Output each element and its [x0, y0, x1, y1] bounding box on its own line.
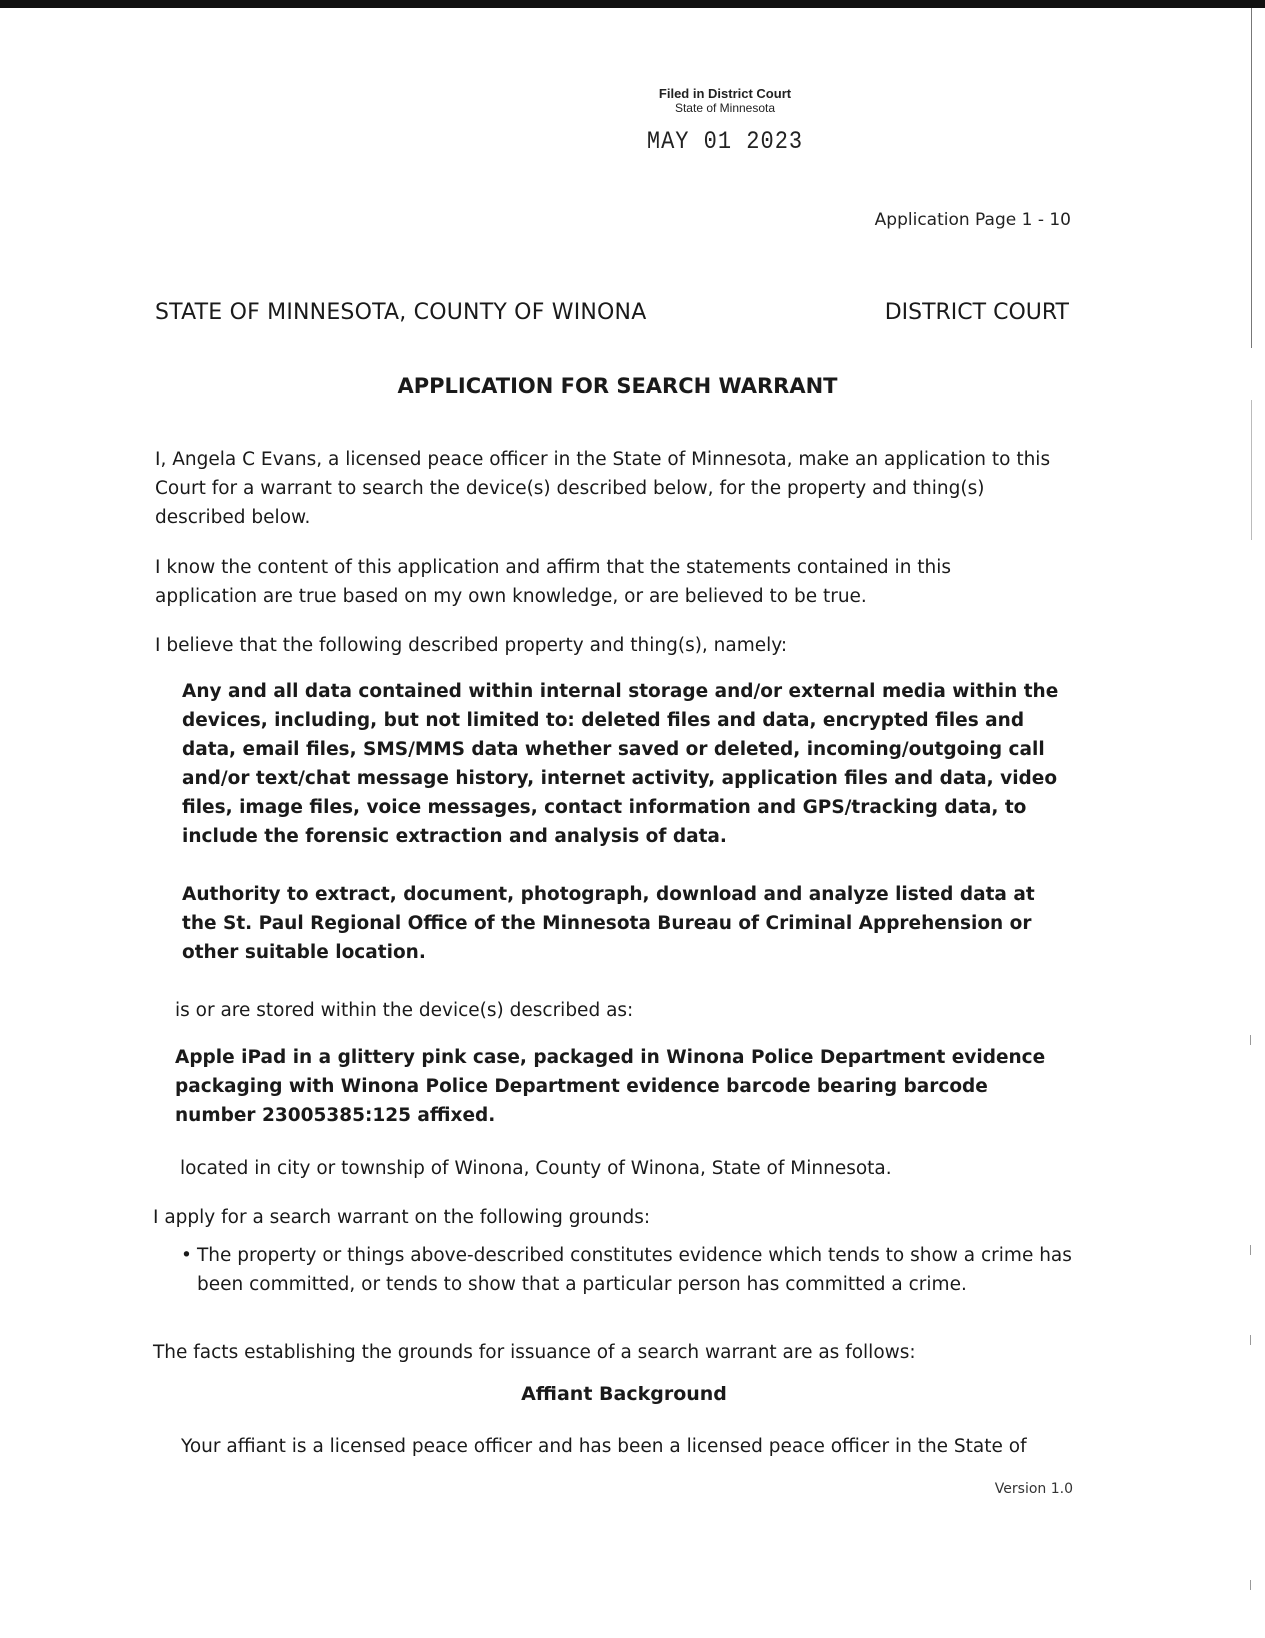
scan-edge-top — [0, 0, 1265, 8]
grounds-bullet — [181, 1241, 1077, 1299]
property-description: Any and all data contained within internal storage and/or external media within the devices, including, but not limited to: deleted files and data, encrypted files and data, email files, SMS/MMS data whether saved or deleted, incoming/outgoing call and/or text/chat message history, internet activity, application files and data, video files, image files, voice messages, contact information and GPS/tracking data, to include the forensic extraction and analysis of data. — [182, 681, 1059, 847]
filing-stamp — [640, 86, 810, 154]
page-reference: Application Page 1 - 10 — [874, 210, 1071, 230]
affiant-paragraph: Your affiant is a licensed peace officer and has been a licensed peace officer in the State of — [181, 1436, 1027, 1457]
version-label: Version 1.0 — [994, 1481, 1073, 1497]
grounds-bullet-text: The property or things above-described constitutes evidence which tends to show a crime has been committed, or tends to show that a particular person has committed a crime. — [197, 1245, 1072, 1295]
section-heading: Affiant Background — [521, 1383, 727, 1405]
stamp-line-2: State of Minnesota — [674, 101, 776, 115]
device-description: Apple iPad in a glittery pink case, packaged in Winona Police Department evidence packaging with Winona Police Department evidence barcode bearing barcode number 23005385:125 affixed. — [175, 1047, 1046, 1126]
authority-description: Authority to extract, document, photograph, download and analyze listed data at the St. Paul Regional Office of the Minnesota Bureau of Criminal Apprehension or other suitable location. — [182, 884, 1035, 963]
intro-paragraph: I, Angela C Evans, a licensed peace officer in the State of Minnesota, make an application to this Court for a warrant to search the device(s) described below, for the property and thing(s) described below. — [155, 449, 1051, 528]
bullet-icon: • — [181, 1245, 192, 1266]
location-line: located in city or township of Winona, County of Winona, State of Minnesota. — [180, 1158, 892, 1179]
venue-heading: STATE OF MINNESOTA, COUNTY OF WINONA — [155, 300, 647, 325]
scan-edge-right-lower — [1251, 400, 1252, 540]
stored-within-line: is or are stored within the device(s) described as: — [175, 1000, 634, 1021]
believe-paragraph: I believe that the following described property and thing(s), namely: — [155, 635, 788, 656]
facts-intro: The facts establishing the grounds for issuance of a search warrant are as follows: — [153, 1342, 916, 1363]
affirm-paragraph: I know the content of this application and affirm that the statements contained in this application are true based on my own knowledge, or are believed to be true. — [155, 557, 952, 607]
stamp-line-1: Filed in District Court — [658, 86, 792, 101]
scan-edge-right — [1251, 8, 1252, 348]
court-heading: DISTRICT COURT — [884, 300, 1069, 325]
document-title: APPLICATION FOR SEARCH WARRANT — [397, 374, 838, 398]
grounds-intro: I apply for a search warrant on the following grounds: — [153, 1207, 651, 1228]
stamp-date: MAY 01 2023 — [646, 127, 804, 156]
